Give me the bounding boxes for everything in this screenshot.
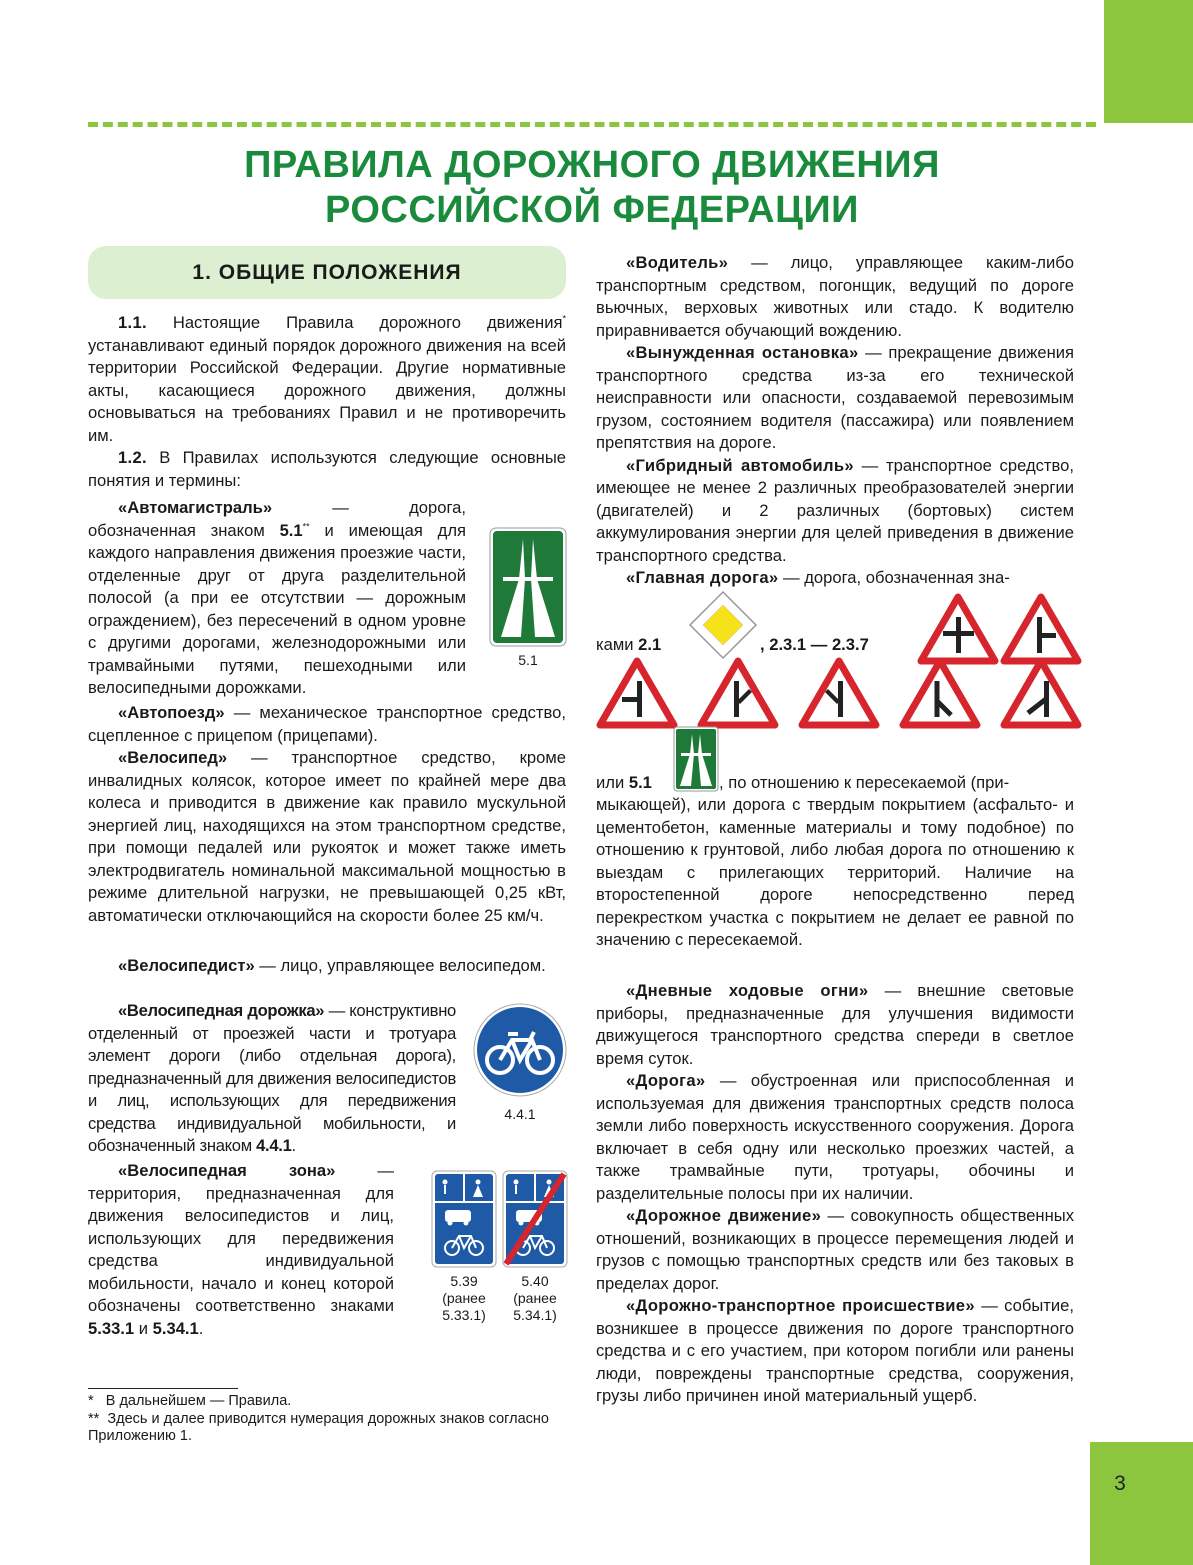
section-heading: 1. ОБЩИЕ ПОЛОЖЕНИЯ (88, 246, 566, 299)
term-velozona: «Велосипедная зона» — территория, предназначенная для движения велосипедистов и лиц, использующих для передвижения средства индивидуальной мобильности, начало и конец которой обозначены соответственно знаками 5.33.1 и 5.34.1. (88, 1161, 394, 1338)
sign-5-1-motorway (489, 527, 567, 647)
caption-5-39: 5.39 (ранее 5.33.1) (442, 1273, 486, 1323)
sign-5-40-bike-zone-end (502, 1170, 568, 1268)
term-avtopoezd: «Автопоезд» — механическое транспортное средство, сцепленное с прицепом (прицепами). (88, 703, 566, 745)
title-line-1: ПРАВИЛА ДОРОЖНОГО ДВИЖЕНИЯ (244, 144, 940, 186)
term-doroga: «Дорога» — обустроенная или приспособленная и используемая для движения транспортных средств полоса земли либо поверхность искусственного сооружения. Дорога включает в себя одну или несколько проезжих частей, а также трамвайные пути, тротуары, обочины и разделительные полосы при их наличии. (596, 1071, 1074, 1203)
footnote-2: ** Здесь и далее приводится нумерация дорожных знаков согласно Приложению 1. (88, 1411, 549, 1444)
glav-ili: или 5.1 (596, 773, 652, 792)
glav-rest-a: , по отношению к пересекаемой (при- (719, 773, 1010, 792)
term-vynuzhdennaya: «Вынужденная остановка» — прекращение движения транспортного средства из-за его технической неисправности или опасности, создаваемой перевозимым грузом, состоянием водителя (пассажира) или появлением препятствия на дороге. (596, 343, 1074, 452)
sign-2-3-7 (1000, 657, 1082, 729)
right-column-top (596, 252, 1074, 590)
term-voditel: «Водитель» — лицо, управляющее каким-либо транспортным средством, погонщик, ведущий по дороге вьючных, верховых животных или стадо. К водителю приравнивается обучающий вождению. (596, 253, 1074, 340)
paragraph-1-2: 1.2. В Правилах используются следующие основные понятия и термины: (88, 448, 566, 490)
caption-5-40: 5.40 (ранее 5.34.1) (513, 1273, 557, 1323)
footnote-rule (88, 1388, 238, 1389)
term-dorozhnoe-dvizhenie: «Дорожное движение» — совокупность общественных отношений, возникающих в процессе перемещения людей и грузов с помощью транспортных средств или без таковых в пределах дорог. (596, 1206, 1074, 1293)
dashed-divider (88, 122, 1096, 127)
term-dtp: «Дорожно-транспортное происшествие» — событие, возникшее в процессе движения по дороге транспортного средства и с его участием, при котором погибли или ранены люди, повреждены транспортные средства, сооружения, грузы либо причинен иной материальный ущерб. (596, 1296, 1074, 1405)
sign-2-3-5 (798, 657, 880, 729)
term-gibridny: «Гибридный автомобиль» — транспортное средство, имеющее не менее 2 различных преобразователей энергии (двигателей) и 2 различных (бортовых) систем аккумулирования энергии для целей приведения в движение транспортного средства. (596, 455, 1074, 565)
caption-5-1: 5.1 (518, 652, 538, 668)
sign-2-3-6 (899, 657, 981, 729)
sign-2-3-2 (1000, 593, 1082, 665)
term-velosipedist: «Велосипедист» — лицо, управляющее велосипедом. (118, 956, 546, 975)
title-line-2: РОССИЙСКОЙ ФЕДЕРАЦИИ (324, 189, 859, 231)
sign-2-3-1 (917, 593, 999, 665)
corner-tab-bottom (1090, 1442, 1193, 1565)
left-column (88, 312, 566, 492)
caption-4-4-1: 4.4.1 (504, 1106, 536, 1122)
glav-signs-line: ками 2.1 (596, 635, 662, 654)
glav-range: , 2.3.1 — 2.3.7 (760, 635, 869, 654)
term-velosiped: «Велосипед» — транспортное средство, кроме инвалидных колясок, которое имеет по крайней мере два колеса и приводится в движение как правило мускульной энергией лиц, находящихся на этом транспортном средстве, при помощи педалей или рукояток и может также иметь электродвигатель номинальной максимальной мощностью в режиме длительной нагрузки, не превышающей 0,25 кВт, автоматически отключающийся на скорости более 25 км/ч. (88, 748, 566, 925)
term-dnevnye: «Дневные ходовые огни» — внешние световые приборы, предназначенные для улучшения видимости движущегося транспортного средства спереди в светлое время суток. (596, 981, 1074, 1068)
term-velodorozhka: «Велосипедная дорожка» — конструктивно отделенный от проезжей части и тротуара элемент дороги (либо отдельная дорога), предназначенный для движения велосипедистов и лиц, использующих для передвижения средства индивидуальной мобильности, и обозначенный знаком 4.4.1. (88, 1001, 456, 1155)
sign-4-4-1-bike-path (472, 1002, 568, 1098)
term-glavnaya-intro: «Главная дорога» — дорога, обозначенная зна- (626, 568, 1010, 587)
sign-2-3-3 (596, 657, 678, 729)
sign-2-3-4 (697, 657, 779, 729)
corner-tab-top (1104, 0, 1193, 123)
footnote-1: * В дальнейшем — Правила. (88, 1393, 292, 1409)
sign-5-39-bike-zone (431, 1170, 497, 1268)
page-title (88, 143, 1096, 233)
page-number: 3 (1114, 1472, 1126, 1495)
sign-2-1-main-road (688, 590, 758, 660)
right-column-bottom (596, 980, 1074, 1408)
sign-5-1-inline (673, 726, 719, 792)
glav-rest-b: мыкающей), или дорога с твердым покрытием (асфальто- и цементобетон, каменные материалы и тому подобное) по отношению к грунтовой, либо любая дорога по отношению к выездам с прилегающих территорий. Наличие на второстепенной дороге непосредственно перед перекрестком участка с покрытием не делает ее равной по значению с пересекаемой. (596, 795, 1074, 949)
paragraph-1-1: 1.1. Настоящие Правила дорожного движения* устанавливают единый порядок дорожного движения на всей территории Российской Федерации. Другие нормативные акты, касающиеся дорожного движения, должны основываться на требованиях Правил и не противоречить им. (88, 313, 566, 445)
term-avtomagistral: «Автомагистраль» — дорога, обозначенная знаком 5.1** и имеющая для каждого направления движения проезжие части, отделенные друг от друга разделительной полосой (а при ее отсутствии — дорожным ограждением), без пересечений в одном уровне с другими дорогами, железнодорожными или трамвайными путями, пешеходными или велосипедными дорожками. (88, 498, 466, 697)
